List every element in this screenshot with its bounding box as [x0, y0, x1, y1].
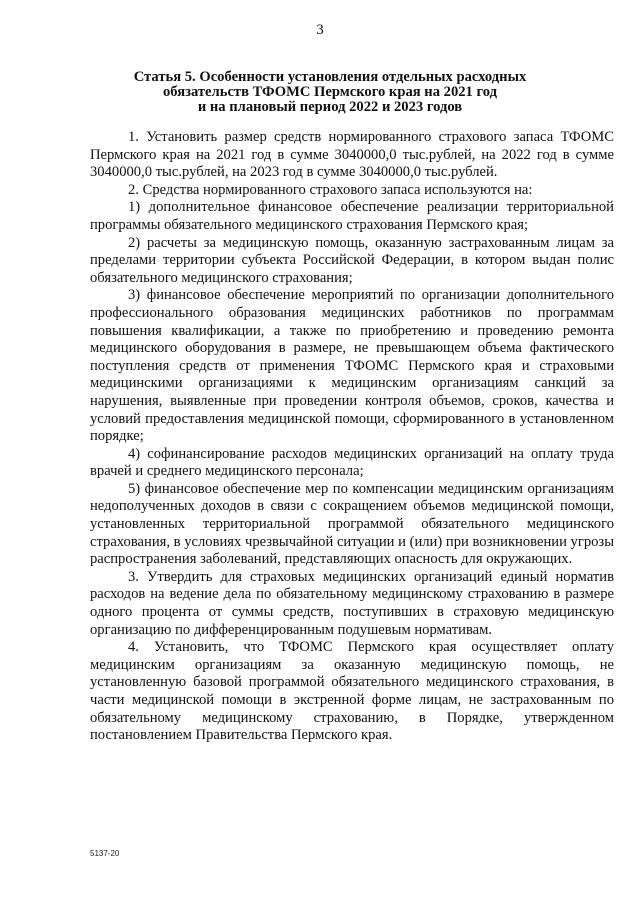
paragraph-2-reserve-usage: 2. Средства нормированного страхового запаса используются на: — [128, 181, 533, 198]
article-title-line: и на плановый период 2022 и 2023 годов — [197, 99, 463, 115]
paragraph-2-item-5: 5) финансовое обеспечение мер по компенсации медицинским организациям недополученных доходов в связи с сокращением объемов медицинской помощи, установленных территориальной программой обязательного медицинского страхования, в условиях чрезвычайной ситуации и (или) при возникновении угрозы распространения заболеваний, представляющих опасность для окружающих. — [90, 480, 614, 568]
paragraph-3-business-norm: 3. Утвердить для страховых медицинских организаций единый норматив расходов на ведение дела по обязательному медицинскому страхованию в размере одного процента от суммы средств, поступивших в страховую медицинскую организацию по дифференцированным подушевым нормативам. — [90, 568, 614, 638]
paragraph-2-item-1: 1) дополнительное финансовое обеспечение реализации территориальной программы обязательного медицинского страхования Пермского края; — [90, 199, 614, 233]
page-number: 3 — [316, 22, 324, 38]
paragraph-2-item-4: 4) софинансирование расходов медицинских организаций на оплату труда врачей и среднего медицинского персонала; — [90, 445, 614, 480]
document-code: 5137-20 — [90, 849, 120, 858]
paragraph-1-reserve-size: 1. Установить размер средств нормированного страхового запаса ТФОМС Пермского края на 2021 год в сумме 3040000,0 тыс.рублей, на 2022 год в сумме 3040000,0 тыс.рублей, на 2023 год в сумме 3040000,0 тыс.рублей. — [90, 129, 614, 181]
paragraph-2-item-3: 3) финансовое обеспечение мероприятий по организации дополнительного профессионального образования медицинских работников по программам повышения квалификации, а также по приобретению и проведению ремонта медицинского оборудования в размере, не превышающем объема фактического поступления средств от применения ТФОМС Пермского края и страховыми медицинскими организациями к медицинским организациям санкций за нарушения, выявленные при проведении контроля объемов, сроков, качества и условий предоставления медицинской помощи, сформированного в установленном порядке; — [90, 287, 614, 445]
paragraph-4-emergency-care: 4. Установить, что ТФОМС Пермского края осуществляет оплату медицинским организациям за оказанную медицинскую помощь, не установленную базовой программой обязательного медицинского страхования, в части медицинской помощи в экстренной форме лицам, не застрахованным по обязательному медицинскому страхованию, в Порядке, утвержденном постановлением Правительства Пермского края. — [90, 639, 614, 744]
article-title-line: Статья 5. Особенности установления отдельных расходных — [133, 69, 527, 85]
article-body — [90, 129, 614, 745]
article-title — [100, 70, 560, 115]
paragraph-2-item-2: 2) расчеты за медицинскую помощь, оказанную застрахованным лицам за пределами территории субъекта Российской Федерации, в котором выдан полис обязательного медицинского страхования; — [90, 234, 614, 286]
article-title-line: обязательств ТФОМС Пермского края на 2021 год — [162, 84, 498, 100]
